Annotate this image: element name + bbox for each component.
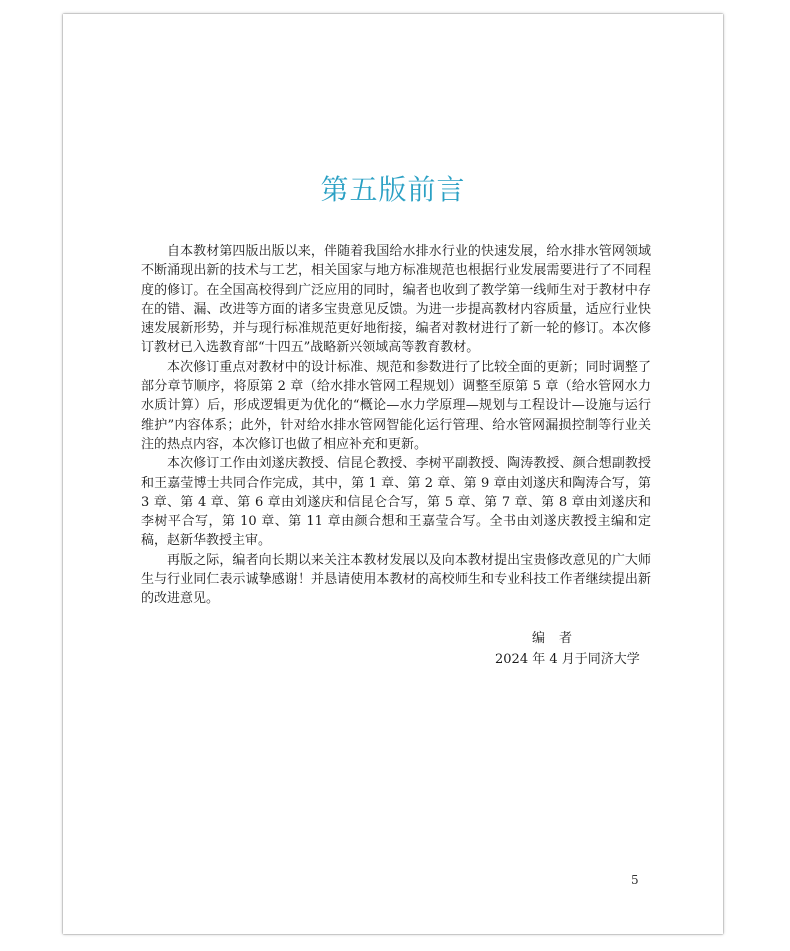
document-page	[63, 14, 723, 934]
paragraph-3: 本次修订工作由刘遂庆教授、信昆仑教授、李树平副教授、陶涛教授、颜合想副教授和王嘉莹博士共同合作完成，其中，第 1 章、第 2 章、第 9 章由刘遂庆和陶涛合写，第 3 章、第 4 章、第 6 章由刘遂庆和信昆仑合写，第 5 章、第 7 章、第 8 章由刘遂庆和李树平合写，第 10 章、第 11 章由颜合想和王嘉莹合写。全书由刘遂庆教授主编和定稿，赵新华教授主审。	[141, 456, 651, 549]
preface-body	[141, 242, 651, 609]
paragraph-2: 本次修订重点对教材中的设计标准、规范和参数进行了比较全面的更新；同时调整了部分章节顺序，将原第 2 章（给水排水管网工程规划）调整至原第 5 章（给水管网水力水质计算）后，形成逻辑更为优化的“概论—水力学原理—规划与工程设计—设施与运行维护”内容体系；此外，针对给水排水管网智能化运行管理、给水管网漏损控制等行业关注的热点内容，本次修订也做了相应补充和更新。	[141, 359, 651, 452]
paragraph-1: 自本教材第四版出版以来，伴随着我国给水排水行业的快速发展，给水排水管网领域不断涌现出新的技术与工艺，相关国家与地方标准规范也根据行业发展需要进行了不同程度的修订。在全国高校得到广泛应用的同时，编者也收到了教学第一线师生对于教材中存在的错、漏、改进等方面的诸多宝贵意见反馈。为进一步提高教材内容质量，适应行业快速发展新形势，并与现行标准规范更好地衔接，编者对教材进行了新一轮的修订。本次修订教材已入选教育部“十四五”战略新兴领域高等教育教材。	[141, 244, 651, 356]
signature-date: 2024 年 4 月于同济大学	[495, 652, 640, 667]
page-title: 第五版前言	[320, 173, 466, 206]
paragraph-4: 再版之际，编者向长期以来关注本教材发展以及向本教材提出宝贵修改意见的广大师生与行业同仁表示诚挚感谢！并恳请使用本教材的高校师生和专业科技工作者继续提出新的改进意见。	[141, 552, 651, 607]
signature-editor: 编者	[532, 631, 587, 646]
page-number: 5	[631, 873, 639, 887]
